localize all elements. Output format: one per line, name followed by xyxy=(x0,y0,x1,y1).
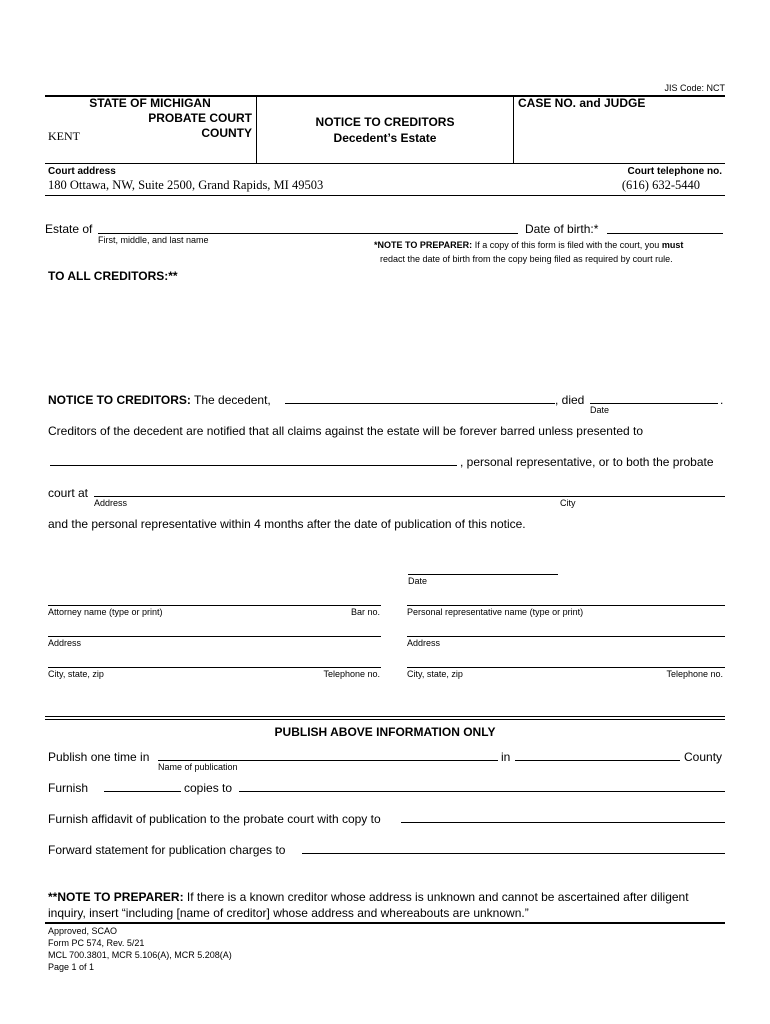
estate-name-field[interactable] xyxy=(98,233,518,234)
pr-tel-label: Telephone no. xyxy=(666,669,723,679)
notice-label: NOTICE TO CREDITORS: The decedent, xyxy=(48,393,271,407)
court-phone-value[interactable]: (616) 632-5440 xyxy=(621,178,700,192)
case-no-label: CASE NO. and JUDGE xyxy=(518,96,646,110)
publish-divider-bottom xyxy=(45,719,725,720)
pr-city-field[interactable] xyxy=(407,667,725,668)
to-all-creditors: TO ALL CREDITORS:** xyxy=(48,269,178,283)
publish-in-label: in xyxy=(501,750,511,764)
court-city-hint: City xyxy=(560,498,576,508)
court-address-label: Court address xyxy=(48,166,116,177)
footer-rule xyxy=(45,922,725,924)
form-number: Form PC 574, Rev. 5/21 xyxy=(48,938,145,948)
death-date-hint: Date xyxy=(590,405,610,415)
attorney-city-field[interactable] xyxy=(48,667,381,668)
decedent-name-field[interactable] xyxy=(285,403,555,404)
publication-name-field[interactable] xyxy=(158,760,498,761)
pr-name-field[interactable] xyxy=(407,605,725,606)
state-of-michigan: STATE OF MICHIGAN xyxy=(89,96,211,110)
form-title: NOTICE TO CREDITORS xyxy=(315,115,455,129)
notice-period: . xyxy=(720,393,724,407)
date-of-death-field[interactable] xyxy=(590,403,718,404)
affidavit-copy-field[interactable] xyxy=(401,822,725,823)
header-divider-1 xyxy=(256,96,257,163)
county-value[interactable]: KENT xyxy=(48,129,80,143)
attorney-city-label: City, state, zip xyxy=(48,669,104,679)
attorney-name-label: Attorney name (type or print) xyxy=(48,607,163,617)
affidavit-label: Furnish affidavit of publication to the probate court with copy to xyxy=(48,812,381,826)
footer-note-line-1: **NOTE TO PREPARER: If there is a known creditor whose address is unknown and cannot be ascertained after diligent xyxy=(48,890,689,904)
attorney-tel-label: Telephone no. xyxy=(323,669,380,679)
attorney-address-label: Address xyxy=(48,638,82,648)
pr-address-field[interactable] xyxy=(407,636,725,637)
county-label: COUNTY xyxy=(201,126,252,140)
publication-name-hint: Name of publication xyxy=(158,762,238,772)
approved-scao: Approved, SCAO xyxy=(48,926,118,936)
estate-name-hint: First, middle, and last name xyxy=(98,235,209,245)
court-at-field[interactable] xyxy=(94,496,725,497)
dob-label: Date of birth:* xyxy=(525,222,599,236)
copies-count-field[interactable] xyxy=(104,791,181,792)
court-phone-label: Court telephone no. xyxy=(627,166,722,177)
pr-address-label: Address xyxy=(407,638,441,648)
pr-name-label: Personal representative name (type or print) xyxy=(407,607,584,617)
preparer-note-1: *NOTE TO PREPARER: If a copy of this form is filed with the court, you must xyxy=(374,240,684,250)
furnish-label: Furnish xyxy=(48,781,89,795)
attorney-name-field[interactable] xyxy=(48,605,381,606)
copies-to-field[interactable] xyxy=(239,791,725,792)
dob-field[interactable] xyxy=(607,233,723,234)
forward-statement-field[interactable] xyxy=(302,853,725,854)
forward-statement-label: Forward statement for publication charges to xyxy=(48,843,286,857)
pr-text: , personal representative, or to both the probate xyxy=(460,455,714,469)
header-bottom-rule xyxy=(45,163,725,164)
within-months-text: and the personal representative within 4 months after the date of publication of this notice. xyxy=(48,517,526,531)
court-address-value[interactable]: 180 Ottawa, NW, Suite 2500, Grand Rapids, MI 49503 xyxy=(48,178,324,192)
signature-date-label: Date xyxy=(408,576,428,586)
copies-to-label: copies to xyxy=(184,781,233,795)
bar-no-label: Bar no. xyxy=(350,607,380,617)
footer-note-line-2: inquiry, insert “including [name of creditor] whose address and whereabouts are unknown.” xyxy=(48,906,529,920)
jis-code: JIS Code: NCT xyxy=(664,83,725,93)
creditors-notified-text: Creditors of the decedent are notified that all claims against the estate will be forever barred unless presented to xyxy=(48,424,644,438)
signature-date-field[interactable] xyxy=(408,574,558,575)
probate-court-label: PROBATE COURT xyxy=(148,111,252,125)
statute-refs: MCL 700.3801, MCR 5.106(A), MCR 5.208(A) xyxy=(48,950,232,960)
publish-divider-top xyxy=(45,716,725,717)
publish-heading: PUBLISH ABOVE INFORMATION ONLY xyxy=(274,725,496,739)
page-number: Page 1 of 1 xyxy=(48,962,95,972)
form-subtitle: Decedent’s Estate xyxy=(333,131,437,145)
preparer-note-2: redact the date of birth from the copy being filed as required by court rule. xyxy=(380,254,673,264)
died-label: , died xyxy=(555,393,585,407)
estate-of-label: Estate of xyxy=(45,222,93,236)
court-address-rule xyxy=(45,195,725,196)
publish-one-time-label: Publish one time in xyxy=(48,750,150,764)
pr-city-label: City, state, zip xyxy=(407,669,463,679)
publication-county-field[interactable] xyxy=(515,760,680,761)
court-at-label: court at xyxy=(48,486,89,500)
attorney-address-field[interactable] xyxy=(48,636,381,637)
court-address-hint: Address xyxy=(94,498,128,508)
publish-county-label: County xyxy=(684,750,723,764)
personal-representative-field[interactable] xyxy=(50,465,457,466)
case-no-field[interactable] xyxy=(514,112,724,162)
